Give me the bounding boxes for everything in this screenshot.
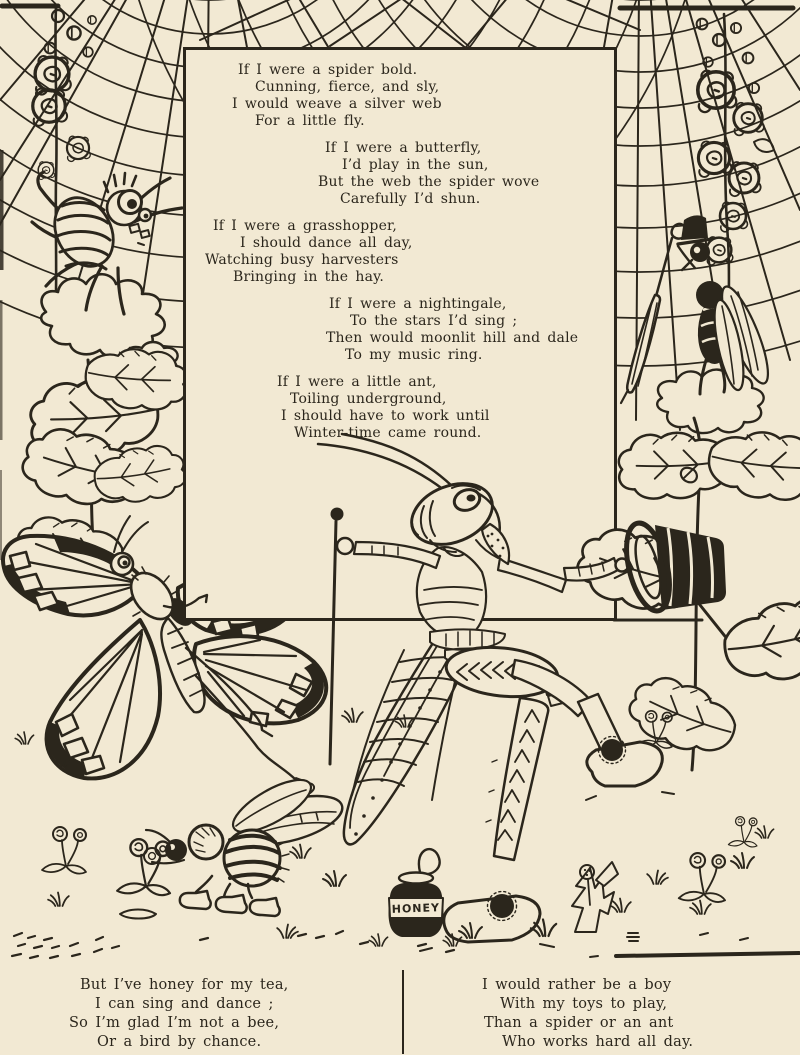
poem-line: But the web the spider wove [318, 174, 540, 190]
poem-line: If I were a butterfly, [325, 140, 482, 156]
poem-line: Watching busy harvesters [205, 252, 399, 268]
poem-line: To the stars I’d sing ; [350, 313, 518, 329]
poem-line: Cunning, fierce, and sly, [255, 79, 440, 95]
footer-line: Than a spider or an ant [484, 1015, 674, 1031]
poem-line: I’d play in the sun, [342, 157, 489, 173]
poem-line: To my music ring. [345, 347, 483, 363]
poem-line: If I were a little ant, [277, 374, 437, 390]
footer-stanza-right [482, 976, 693, 1052]
poem-line: Bringing in the hay. [233, 269, 385, 285]
slipper-front-icon [444, 892, 540, 943]
footer-line: Who works hard all day. [502, 1034, 694, 1050]
poem-line: Then would moonlit hill and dale [326, 330, 579, 346]
poem-line: If I were a grasshopper, [213, 218, 398, 234]
poem-line: If I were a spider bold. [238, 62, 418, 78]
footer-line: Or a bird by chance. [97, 1034, 262, 1050]
footer-line: I can sing and dance ; [95, 996, 274, 1012]
poem-line: I should dance all day, [240, 235, 413, 251]
poem-line: Carefully I’d shun. [340, 191, 481, 207]
poem-line: Winter-time came round. [294, 425, 482, 441]
poem-line: I would weave a silver web [232, 96, 442, 112]
footer-stanza-left [69, 976, 289, 1052]
footer-line: I would rather be a boy [482, 977, 672, 993]
footer-line: But I’ve honey for my tea, [80, 977, 289, 993]
poem-line: Toiling underground, [290, 391, 447, 407]
footer-line: With my toys to play, [500, 996, 668, 1012]
poem-line: I should have to work until [281, 408, 490, 424]
dandelion-icon [572, 862, 618, 932]
poem-line: If I were a nightingale, [329, 296, 507, 312]
honey-pot [389, 849, 444, 937]
footer-divider [402, 970, 404, 1054]
bee-boots-icon [180, 891, 280, 916]
bee-illustration [117, 770, 443, 937]
honey-pot-label: HONEY [391, 901, 441, 916]
poem-line: For a little fly. [255, 113, 365, 129]
footer-line: So I’m glad I’m not a bee, [69, 1015, 280, 1031]
butterfly-front-leg [164, 595, 207, 608]
